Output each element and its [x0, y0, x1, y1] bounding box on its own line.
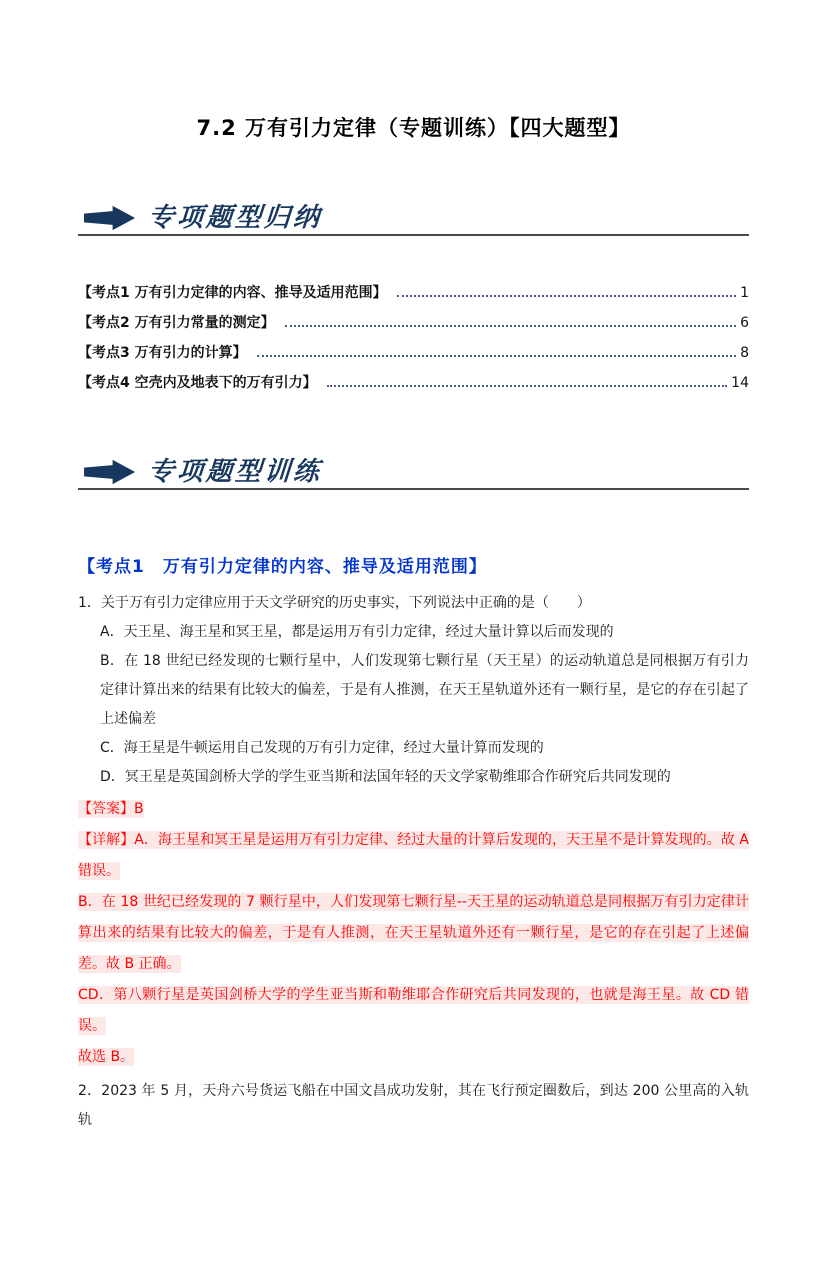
kaodian1-section-heading: 【考点1 万有引力定律的内容、推导及适用范围】: [78, 557, 487, 577]
toc-leader-dots: [285, 325, 736, 327]
analysis-text: CD．第八颗行星是英国剑桥大学的学生亚当斯和勒维耶合作研究后共同发现的，也就是海王星。故 CD 错误。: [78, 987, 749, 1034]
question-1-answer-block: [78, 794, 749, 1073]
question-1-stem: 1．关于万有引力定律应用于天文学研究的历史事实，下列说法中正确的是（ ）: [78, 595, 591, 611]
analysis-line: [78, 825, 749, 887]
question-1-option-c: C．海王星是牛顿运用自己发现的万有引力定律，经过大量计算而发现的: [100, 740, 544, 756]
table-of-contents: [78, 282, 749, 402]
document-page: [0, 112, 827, 1281]
question-2-stem: 2．2023 年 5 月，天舟六号货运飞船在中国文昌成功发射，其在飞行预定圈数后，到达 200 公里高的入轨轨: [78, 1083, 749, 1128]
toc-leader-dots: [257, 355, 736, 357]
analysis-line: [78, 887, 749, 980]
toc-page-number: 1: [740, 285, 749, 301]
page-title: 7.2 万有引力定律（专题训练）【四大题型】: [196, 116, 631, 140]
toc-page-number: 14: [731, 375, 749, 391]
toc-item-label: 【考点4 空壳内及地表下的万有引力】: [78, 375, 317, 391]
banner-title-training: 专项题型训练: [146, 457, 324, 487]
analysis-line: [78, 1042, 749, 1073]
toc-page-number: 6: [740, 315, 749, 331]
section-banner-summary: [78, 198, 749, 236]
toc-item-kaodian2[interactable]: [78, 312, 749, 342]
toc-item-kaodian1[interactable]: [78, 282, 749, 312]
toc-item-kaodian4[interactable]: [78, 372, 749, 402]
analysis-text: B．在 18 世纪已经发现的 7 颗行星中，人们发现第七颗行星--天王星的运动轨道总是同根据万有引力定律计算出来的结果有比较大的偏差，于是有人推测，在天王星轨道外还有一颗行星，是它的存在引起了上述偏差。故 B 正确。: [78, 894, 749, 972]
right-arrow-icon: [84, 205, 136, 231]
toc-item-label: 【考点2 万有引力常量的测定】: [78, 315, 275, 331]
answer-text: 【答案】B: [78, 801, 144, 817]
analysis-text: 【详解】A．海王星和冥王星是运用万有引力定律、经过大量的计算后发现的，天王星不是计算发现的。故 A 错误。: [78, 832, 749, 879]
question-1-option-a: A．天王星、海王星和冥王星，都是运用万有引力定律，经过大量计算以后而发现的: [100, 624, 614, 640]
banner-title-summary: 专项题型归纳: [146, 203, 324, 233]
toc-leader-dots: [397, 295, 736, 297]
section-banner-training: [78, 452, 749, 490]
question-1-option-b: B．在 18 世纪已经发现的七颗行星中，人们发现第七颗行星（天王星）的运动轨道总是同根据万有引力定律计算出来的结果有比较大的偏差，于是有人推测，在天王星轨道外还有一颗行星，是它的存在引起了上述偏差: [100, 653, 749, 727]
question-1-option-d: D．冥王星是英国剑桥大学的学生亚当斯和法国年轻的天文学家勒维耶合作研究后共同发现的: [100, 769, 671, 785]
toc-item-label: 【考点1 万有引力定律的内容、推导及适用范围】: [78, 285, 387, 301]
toc-item-kaodian3[interactable]: [78, 342, 749, 372]
conclusion-text: 故选 B。: [78, 1049, 135, 1065]
analysis-line: [78, 980, 749, 1042]
toc-page-number: 8: [740, 345, 749, 361]
answer-line: [78, 794, 749, 825]
toc-leader-dots: [327, 385, 728, 387]
right-arrow-icon: [84, 459, 136, 485]
toc-item-label: 【考点3 万有引力的计算】: [78, 345, 247, 361]
